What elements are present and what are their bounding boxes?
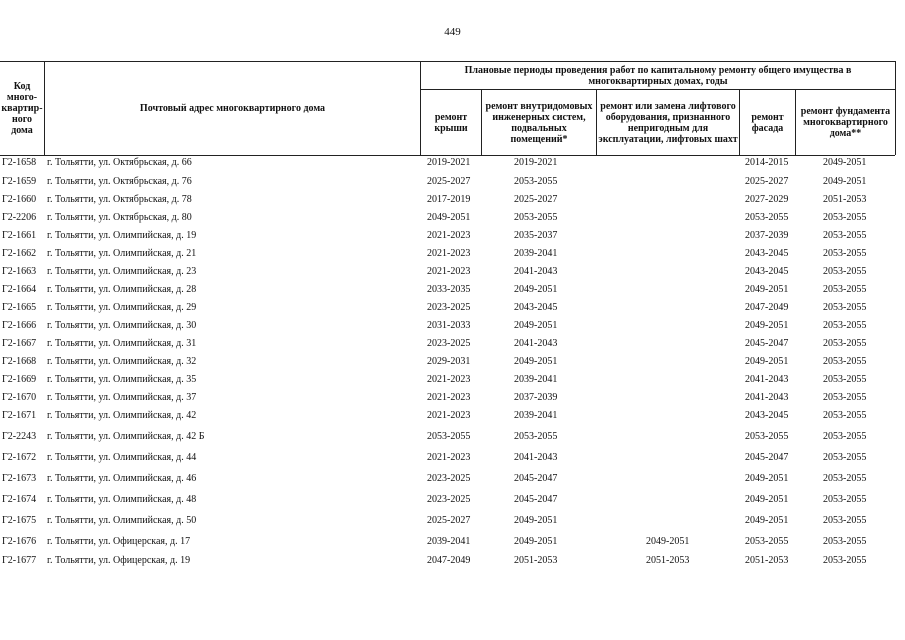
cell-roof: 2039-2041 — [427, 536, 471, 547]
cell-facade: 2051-2053 — [745, 555, 789, 566]
table-row — [0, 535, 905, 549]
cell-foundation: 2053-2055 — [823, 473, 867, 484]
cell-roof: 2033-2035 — [427, 284, 471, 295]
table-row — [0, 451, 905, 465]
cell-engineering: 2041-2043 — [514, 266, 558, 277]
cell-foundation: 2053-2055 — [823, 248, 867, 259]
cell-address: г. Тольятти, ул. Олимпийская, д. 21 — [47, 248, 197, 259]
cell-code: Г2-1667 — [2, 338, 37, 349]
cell-roof: 2021-2023 — [427, 374, 471, 385]
table-row — [0, 472, 905, 486]
cell-engineering: 2039-2041 — [514, 374, 558, 385]
cell-engineering: 2043-2045 — [514, 302, 558, 313]
cell-foundation: 2053-2055 — [823, 284, 867, 295]
cell-code: Г2-1674 — [2, 494, 37, 505]
cell-address: г. Тольятти, ул. Октябрьская, д. 66 — [47, 157, 192, 168]
cell-code: Г2-1675 — [2, 515, 37, 526]
table-row — [0, 319, 905, 333]
header-periods: Плановые периоды проведения работ по капитальному ремонту общего имущества в многоквартирных домах, годы — [464, 64, 852, 87]
cell-engineering: 2045-2047 — [514, 494, 558, 505]
table-row — [0, 301, 905, 315]
cell-roof: 2049-2051 — [427, 212, 471, 223]
page-number: 449 — [444, 26, 461, 38]
cell-foundation: 2053-2055 — [823, 302, 867, 313]
cell-roof: 2023-2025 — [427, 494, 471, 505]
cell-engineering: 2049-2051 — [514, 515, 558, 526]
cell-facade: 2043-2045 — [745, 266, 789, 277]
cell-engineering: 2049-2051 — [514, 536, 558, 547]
cell-facade: 2049-2051 — [745, 284, 789, 295]
cell-code: Г2-1659 — [2, 176, 37, 187]
cell-address: г. Тольятти, ул. Олимпийская, д. 23 — [47, 266, 197, 277]
cell-code: Г2-1676 — [2, 536, 37, 547]
cell-facade: 2049-2051 — [745, 515, 789, 526]
cell-facade: 2049-2051 — [745, 320, 789, 331]
cell-foundation: 2053-2055 — [823, 374, 867, 385]
cell-engineering: 2035-2037 — [514, 230, 558, 241]
cell-facade: 2053-2055 — [745, 431, 789, 442]
cell-roof: 2023-2025 — [427, 338, 471, 349]
cell-facade: 2045-2047 — [745, 338, 789, 349]
cell-code: Г2-1662 — [2, 248, 37, 259]
cell-facade: 2027-2029 — [745, 194, 789, 205]
cell-code: Г2-1663 — [2, 266, 37, 277]
cell-code: Г2-1660 — [2, 194, 37, 205]
cell-address: г. Тольятти, ул. Олимпийская, д. 48 — [47, 494, 197, 505]
cell-code: Г2-1658 — [2, 157, 37, 168]
cell-engineering: 2039-2041 — [514, 410, 558, 421]
header-roof: ремонт крыши — [434, 111, 468, 134]
cell-roof: 2031-2033 — [427, 320, 471, 331]
cell-facade: 2043-2045 — [745, 248, 789, 259]
table-row — [0, 211, 905, 225]
cell-engineering: 2053-2055 — [514, 212, 558, 223]
table-row — [0, 493, 905, 507]
cell-address: г. Тольятти, ул. Олимпийская, д. 32 — [47, 356, 197, 367]
cell-facade: 2025-2027 — [745, 176, 789, 187]
cell-facade: 2053-2055 — [745, 536, 789, 547]
cell-roof: 2021-2023 — [427, 410, 471, 421]
cell-foundation: 2053-2055 — [823, 536, 867, 547]
cell-facade: 2043-2045 — [745, 410, 789, 421]
cell-address: г. Тольятти, ул. Олимпийская, д. 28 — [47, 284, 197, 295]
cell-code: Г2-1666 — [2, 320, 37, 331]
cell-foundation: 2053-2055 — [823, 494, 867, 505]
cell-code: Г2-1671 — [2, 410, 37, 421]
cell-address: г. Тольятти, ул. Олимпийская, д. 46 — [47, 473, 197, 484]
cell-foundation: 2049-2051 — [823, 176, 867, 187]
cell-foundation: 2053-2055 — [823, 431, 867, 442]
cell-address: г. Тольятти, ул. Олимпийская, д. 37 — [47, 392, 197, 403]
cell-foundation: 2053-2055 — [823, 392, 867, 403]
cell-code: Г2-1672 — [2, 452, 37, 463]
cell-foundation: 2053-2055 — [823, 410, 867, 421]
cell-code: Г2-1673 — [2, 473, 37, 484]
header-foundation: ремонт фундамента многоквартирного дома** — [800, 106, 891, 139]
table-row — [0, 391, 905, 405]
cell-engineering: 2049-2051 — [514, 320, 558, 331]
cell-address: г. Тольятти, ул. Октябрьская, д. 78 — [47, 194, 192, 205]
table-row — [0, 409, 905, 423]
cell-code: Г2-1664 — [2, 284, 37, 295]
cell-facade: 2047-2049 — [745, 302, 789, 313]
cell-facade: 2037-2039 — [745, 230, 789, 241]
cell-roof: 2019-2021 — [427, 157, 471, 168]
cell-address: г. Тольятти, ул. Олимпийская, д. 29 — [47, 302, 197, 313]
cell-roof: 2017-2019 — [427, 194, 471, 205]
cell-foundation: 2049-2051 — [823, 157, 867, 168]
header-col-divider — [895, 61, 896, 155]
table-row — [0, 554, 905, 568]
cell-foundation: 2051-2053 — [823, 194, 867, 205]
header-lift: ремонт или замена лифтового оборудования, признанного непригодным для эксплуатации, лифтовых шахт — [598, 100, 738, 145]
cell-roof: 2047-2049 — [427, 555, 471, 566]
cell-address: г. Тольятти, ул. Олимпийская, д. 42 Б — [47, 431, 205, 442]
cell-code: Г2-2243 — [2, 431, 37, 442]
table-row — [0, 265, 905, 279]
cell-engineering: 2051-2053 — [514, 555, 558, 566]
cell-roof: 2023-2025 — [427, 302, 471, 313]
cell-address: г. Тольятти, ул. Октябрьская, д. 76 — [47, 176, 192, 187]
cell-lift: 2049-2051 — [646, 536, 690, 547]
cell-facade: 2053-2055 — [745, 212, 789, 223]
cell-address: г. Тольятти, ул. Олимпийская, д. 35 — [47, 374, 197, 385]
cell-roof: 2021-2023 — [427, 392, 471, 403]
cell-facade: 2049-2051 — [745, 356, 789, 367]
cell-roof: 2021-2023 — [427, 248, 471, 259]
header-facade: ремонт фасада — [751, 111, 784, 134]
cell-facade: 2049-2051 — [745, 494, 789, 505]
cell-engineering: 2053-2055 — [514, 431, 558, 442]
cell-facade: 2041-2043 — [745, 392, 789, 403]
cell-foundation: 2053-2055 — [823, 515, 867, 526]
cell-facade: 2049-2051 — [745, 473, 789, 484]
cell-code: Г2-1677 — [2, 555, 37, 566]
cell-roof: 2021-2023 — [427, 266, 471, 277]
cell-foundation: 2053-2055 — [823, 320, 867, 331]
cell-address: г. Тольятти, ул. Олимпийская, д. 44 — [47, 452, 197, 463]
table-row — [0, 514, 905, 528]
cell-address: г. Тольятти, ул. Олимпийская, д. 50 — [47, 515, 197, 526]
header-engineering: ремонт внутридомовых инженерных систем, подвальных помещений* — [485, 100, 593, 145]
cell-code: Г2-1665 — [2, 302, 37, 313]
cell-address: г. Тольятти, ул. Олимпийская, д. 31 — [47, 338, 197, 349]
cell-code: Г2-1668 — [2, 356, 37, 367]
cell-engineering: 2041-2043 — [514, 452, 558, 463]
cell-roof: 2025-2027 — [427, 515, 471, 526]
cell-address: г. Тольятти, ул. Офицерская, д. 17 — [47, 536, 191, 547]
cell-roof: 2025-2027 — [427, 176, 471, 187]
table-row — [0, 373, 905, 387]
cell-foundation: 2053-2055 — [823, 230, 867, 241]
cell-roof: 2053-2055 — [427, 431, 471, 442]
table-row — [0, 156, 905, 170]
cell-roof: 2021-2023 — [427, 452, 471, 463]
cell-address: г. Тольятти, ул. Офицерская, д. 19 — [47, 555, 191, 566]
cell-roof: 2021-2023 — [427, 230, 471, 241]
cell-foundation: 2053-2055 — [823, 452, 867, 463]
cell-engineering: 2019-2021 — [514, 157, 558, 168]
cell-address: г. Тольятти, ул. Олимпийская, д. 19 — [47, 230, 197, 241]
cell-engineering: 2025-2027 — [514, 194, 558, 205]
table-row — [0, 355, 905, 369]
cell-address: г. Тольятти, ул. Олимпийская, д. 30 — [47, 320, 197, 331]
table-row — [0, 247, 905, 261]
table-row — [0, 337, 905, 351]
cell-foundation: 2053-2055 — [823, 356, 867, 367]
cell-facade: 2041-2043 — [745, 374, 789, 385]
cell-roof: 2023-2025 — [427, 473, 471, 484]
cell-address: г. Тольятти, ул. Октябрьская, д. 80 — [47, 212, 192, 223]
header-code: Код много-квартир-ного дома — [1, 81, 43, 136]
cell-engineering: 2049-2051 — [514, 356, 558, 367]
table-row — [0, 229, 905, 243]
cell-roof: 2029-2031 — [427, 356, 471, 367]
table-row — [0, 430, 905, 444]
table-row — [0, 193, 905, 207]
cell-facade: 2014-2015 — [745, 157, 789, 168]
cell-facade: 2045-2047 — [745, 452, 789, 463]
cell-engineering: 2053-2055 — [514, 176, 558, 187]
table-row — [0, 175, 905, 189]
cell-code: Г2-1669 — [2, 374, 37, 385]
cell-code: Г2-1661 — [2, 230, 37, 241]
cell-foundation: 2053-2055 — [823, 555, 867, 566]
cell-engineering: 2037-2039 — [514, 392, 558, 403]
cell-code: Г2-1670 — [2, 392, 37, 403]
cell-foundation: 2053-2055 — [823, 212, 867, 223]
cell-code: Г2-2206 — [2, 212, 37, 223]
cell-engineering: 2041-2043 — [514, 338, 558, 349]
cell-engineering: 2045-2047 — [514, 473, 558, 484]
cell-foundation: 2053-2055 — [823, 266, 867, 277]
table-row — [0, 283, 905, 297]
cell-foundation: 2053-2055 — [823, 338, 867, 349]
cell-engineering: 2039-2041 — [514, 248, 558, 259]
header-address: Почтовый адрес многоквартирного дома — [139, 103, 326, 114]
cell-engineering: 2049-2051 — [514, 284, 558, 295]
cell-lift: 2051-2053 — [646, 555, 690, 566]
cell-address: г. Тольятти, ул. Олимпийская, д. 42 — [47, 410, 197, 421]
